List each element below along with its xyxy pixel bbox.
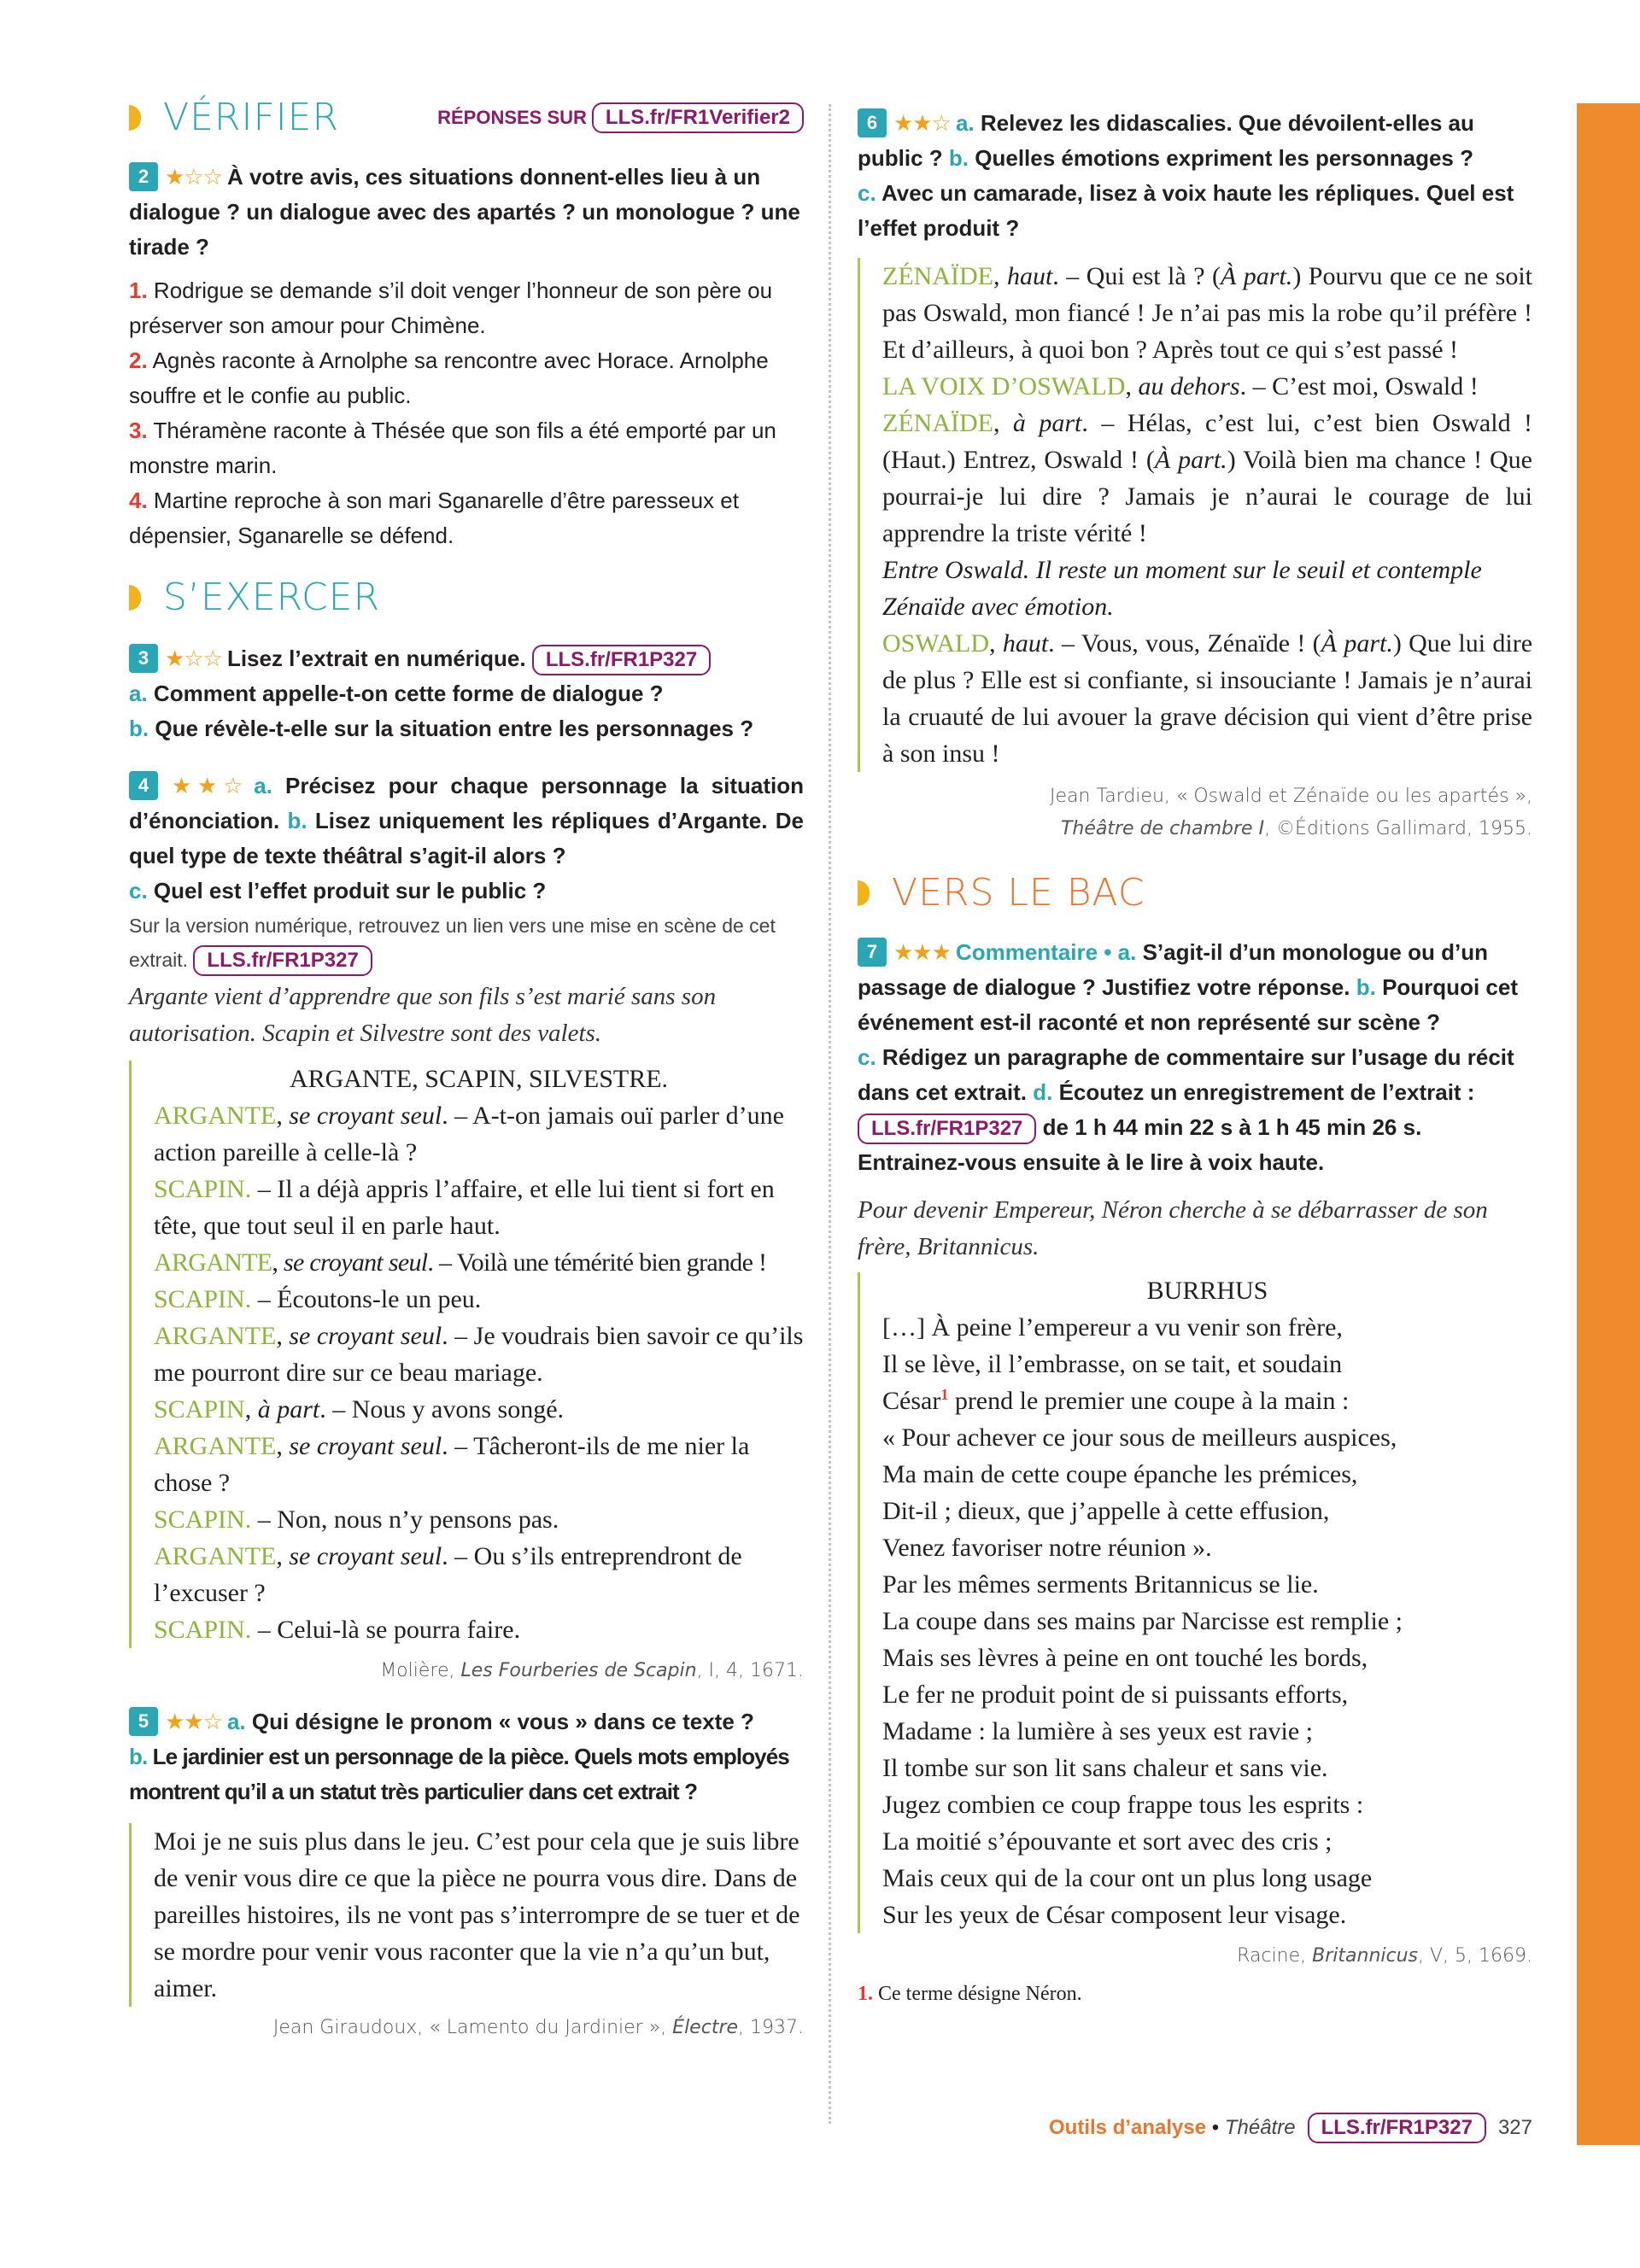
dialogue-line: SCAPIN. – Il a déjà appris l’affaire, et elle lui tient si fort en tête, que tout seul il en parle haut.: [154, 1175, 775, 1240]
dialogue-line: SCAPIN. – Non, nous n’y pensons pas.: [154, 1505, 559, 1534]
list-item: 4. Martine reproche à son mari Sganarelle d’être paresseux et dépensier, Sganarelle se défend.: [129, 488, 739, 548]
question-5: 5 ★★☆ a. Qui désigne le pronom « vous » dans ce texte ? b. Le jardinier est un personnage de la pièce. Quels mots employés montrent qu’il a un statut très particulier dans cet extrait ? Moi je ne suis plus dans le jeu. C’est pour cela que je suis libre de venir vous dire ce que la pièce ne pourra vous dire. Dans de pareilles histoires, ils ne vont pas s’interrompre de se tuer et de se mordre pour venir vous raconter que la vie n’a qu’un but, aimer. Jean Giraudoux, « Lamento du Jardinier », Électre, 1937.: [129, 1704, 804, 2044]
question-2: [129, 160, 804, 553]
question-7: 7 ★★★ Commentaire • a. S’agit-il d’un monologue ou d’un passage de dialogue ? Justifiez votre réponse. b. Pourquoi cet événement est-il raconté et non représenté sur scène ? c. Rédigez un paragraphe de commentaire sur l’usage du récit dans cet extrait. d. Écoutez un enregistrement de l’extrait : LLS.fr/FR1P327 de 1 h 44 min 22 s à 1 h 45 min 26 s. Entrainez-vous ensuite à le lire à voix haute. Pour devenir Empereur, Néron cherche à se débarrasser de son frère, Britannicus. BURRHUS […] À peine l’empereur a vu venir son frère, Il se lève, il l’embrasse, on se tait, et soudain César$^1$ prend le premier une coupe à la main : « Pour achever ce jour sous de meilleurs auspices, Ma main de cette coupe épanche les prémices, Dit-il ; dieux, que j’appelle à cette effusion, Venez favoriser notre réunion ». Par les mêmes serments Britannicus se lie. La coupe dans ses mains par Narcisse est remplie ; Mais ses lèvres à peine en ont touché les bords, Le fer ne produit point de si puissants efforts, Madame : la lumière à ses yeux est ravie ; Il tombe sur son lit sans chaleur et sans vie. Jugez combien ce coup frappe tous les esprits : La moitié s’épouvante et sort avec des cris ; Mais ceux qui de la cour ont un plus long usage Sur les yeux de César composent leur visage. Racine, Britannicus, V, 5, 1669. 1. Ce terme désigne Néron.: [858, 939, 1532, 2005]
question-6: 6 ★★☆ a. Relevez les didascalies. Que dévoilent-elles au public ? b. Quelles émotions expriment les personnages ? c. Avec un camarade, lisez à voix haute les répliques. Quel est l’effet produit ? ZÉNAÏDE, haut. – Qui est là ? (À part.) Pourvu que ce ne soit pas Oswald, mon fiancé ! Je n’ai pas mis la robe qu’il préfère ! Et d’ailleurs, à quoi bon ? Après tout ce qui s’est passé ! LA VOIX D’OSWALD, au dehors. – C’est moi, Oswald ! ZÉNAÏDE, à part. – Hélas, c’est lui, c’est bien Oswald ! (Haut.) Entrez, Oswald ! (À part.) Voilà bien ma chance ! Que pourrai-je lui dire ? Jamais je n’aurai le courage de lui apprendre la triste vérité ! Entre Oswald. Il reste un moment sur le seuil et contemple Zénaïde avec émotion. OSWALD, haut. – Vous, vous, Zénaïde ! (À part.) Que lui dire de plus ? Elle est si confiante, si insouciante ! Jamais je n’aurai la cruauté de lui avouer la grave décision qui vient d’être prise à son insu ! Jean Tardieu, « Oswald et Zénaïde ou les apartés », Théâtre de chambre I, ©Éditions Gallimard, 1955.: [858, 106, 1532, 845]
difficulty-stars-icon: ★★☆: [165, 773, 249, 798]
excerpt-intro: Pour devenir Empereur, Néron cherche à se débarrasser de son frère, Britannicus.: [858, 1196, 1488, 1260]
side-tab: [1577, 103, 1640, 2145]
footer-link[interactable]: LLS.fr/FR1P327: [1308, 2113, 1486, 2143]
exercer-title: S’EXERCER: [163, 576, 381, 619]
bac-heading: [858, 871, 1532, 915]
question-number-badge: 7: [858, 938, 887, 967]
verse-line: Mais ceux qui de la cour ont un plus long usage: [882, 1864, 1373, 1892]
staging-link[interactable]: LLS.fr/FR1P327: [193, 945, 372, 976]
verse-line: Dit-il ; dieux, que j’appelle à cette effusion,: [882, 1497, 1330, 1525]
source-citation: Jean Tardieu, « Oswald et Zénaïde ou les apartés », Théâtre de chambre I, ©Éditions Gallimard, 1955.: [1049, 786, 1532, 839]
tardieu-excerpt: [858, 258, 1532, 772]
question-number-badge: 3: [129, 644, 158, 673]
list-item: 2. Agnès raconte à Arnolphe sa rencontre avec Horace. Arnolphe souffre et le confie au public.: [129, 348, 769, 408]
verse-line: Sur les yeux de César composent leur visage.: [882, 1901, 1347, 1929]
cast-list: ARGANTE, SCAPIN, SILVESTRE.: [289, 1065, 669, 1093]
stage-direction: Entre Oswald. Il reste un moment sur le seuil et contemple Zénaïde avec émotion.: [882, 556, 1482, 621]
difficulty-stars-icon: ★☆☆: [165, 164, 222, 190]
dialogue-line: OSWALD, haut. – Vous, vous, Zénaïde ! (À part.) Que lui dire de plus ? Elle est si confiante, si insouciante ! Jamais je n’aurai la cruauté de lui avouer la grave décision qui vient d’être prise à son insu !: [882, 629, 1533, 768]
scapin-excerpt: [129, 1061, 804, 1648]
dialogue-line: SCAPIN. – Celui-là se pourra faire.: [154, 1616, 521, 1644]
list-item: 1. Rodrigue se demande s’il doit venger l’honneur de son père ou préserver son amour pour Chimène.: [129, 278, 773, 338]
difficulty-stars-icon: ★☆☆: [165, 646, 222, 671]
situation-list: [129, 273, 804, 553]
dialogue-line: ZÉNAÏDE, haut. – Qui est là ? (À part.) Pourvu que ce ne soit pas Oswald, mon fiancé ! Je n’ai pas mis la robe qu’il préfère ! Et d’ailleurs, à quoi bon ? Après tout ce qui s’est passé !: [882, 262, 1532, 364]
dialogue-line: ARGANTE, se croyant seul. – A-t-on jamais ouï parler d’une action pareille à celle-là ?: [154, 1102, 784, 1166]
dialogue-line: ARGANTE, se croyant seul. – Je voudrais bien savoir ce qu’ils me pourront dire sur ce beau mariage.: [154, 1322, 804, 1387]
verse-line: Ma main de cette coupe épanche les prémices,: [882, 1460, 1358, 1488]
column-divider: [829, 104, 831, 2124]
question-number-badge: 2: [129, 162, 158, 191]
verse-line: Il tombe sur son lit sans chaleur et sans vie.: [882, 1754, 1328, 1782]
responses-label: RÉPONSES SUR: [437, 106, 587, 128]
verse-line: Madame : la lumière à ses yeux est ravie ;: [882, 1717, 1313, 1745]
footnote-marker: 1: [940, 1386, 949, 1403]
difficulty-stars-icon: ★★☆: [165, 1709, 222, 1734]
responses-ref: [437, 102, 804, 133]
section-bullet-icon: [129, 105, 141, 131]
racine-excerpt: [858, 1272, 1532, 1933]
bac-title: VERS LE BAC: [892, 871, 1145, 915]
question-4: 4 ★★☆ a. Précisez pour chaque personnage la situation d’énonciation. b. Lisez uniquement les répliques d’Argante. De quel type de texte théâtral s’agit-il alors ? c. Quel est l’effet produit sur le public ? Sur la version numérique, retrouvez un lien vers une mise en scène de cet extrait. LLS.fr/FR1P327 Argante vient d’apprendre que son fils s’est marié sans son autorisation. Scapin et Silvestre sont des valets. ARGANTE, SCAPIN, SILVESTRE. ARGANTE, se croyant seul. – A-t-on jamais ouï parler d’une action pareille à celle-là ? SCAPIN. – Il a déjà appris l’affaire, et elle lui tient si fort en tête, que tout seul il en parle haut. ARGANTE, se croyant seul. – Voilà une témérité bien grande ! SCAPIN. – Écoutons-le un peu. ARGANTE, se croyant seul. – Je voudrais bien savoir ce qu’ils me pourront dire sur ce beau mariage. SCAPIN, à part. – Nous y avons songé. ARGANTE, se croyant seul. – Tâcheront-ils de me nier la chose ? SCAPIN. – Non, nous n’y pensons pas. ARGANTE, se croyant seul. – Ou s’ils entreprendront de l’excuser ? SCAPIN. – Celui-là se pourra faire. Molière, Les Fourberies de Scapin, I, 4, 1671.: [129, 769, 804, 1687]
section-bullet-icon: [858, 880, 870, 906]
right-column: [858, 106, 1532, 2026]
verse-line: Mais ses lèvres à peine en ont touché les bords,: [882, 1644, 1368, 1672]
footnote: 1. Ce terme désigne Néron.: [858, 1983, 1082, 2005]
dialogue-line: LA VOIX D’OSWALD, au dehors. – C’est moi, Oswald !: [882, 372, 1479, 400]
verifier-heading: [129, 96, 804, 139]
verse-line: Le fer ne produit point de si puissants efforts,: [882, 1681, 1349, 1709]
recording-link[interactable]: LLS.fr/FR1P327: [858, 1114, 1036, 1144]
source-citation: Molière, Les Fourberies de Scapin, I, 4, 1671.: [380, 1660, 804, 1681]
left-column: [129, 96, 804, 2044]
verse-line: César$^1$ prend le premier une coupe à la main :: [882, 1386, 1350, 1415]
digital-note: Sur la version numérique, retrouvez un lien vers une mise en scène de cet extrait. LLS.fr/FR1P327: [129, 909, 804, 977]
page-number: 327: [1497, 2116, 1532, 2139]
verse-line: « Pour achever ce jour sous de meilleurs auspices,: [882, 1423, 1397, 1452]
verse-line: La moitié s’épouvante et sort avec des cris ;: [882, 1827, 1332, 1856]
giraudoux-excerpt: Moi je ne suis plus dans le jeu. C’est pour cela que je suis libre de venir vous dire ce que la pièce ne pourra vous dire. Dans de pareilles histoires, ils ne vont pas s’interrompre de se tuer et de se mordre pour venir vous raconter que la vie n’a qu’un but, aimer.: [129, 1823, 804, 2007]
question-text: À votre avis, ces situations donnent-elles lieu à un dialogue ? un dialogue avec des apartés ? un monologue ? une tirade ?: [129, 164, 800, 260]
question-number-badge: 6: [858, 108, 887, 137]
dialogue-line: ARGANTE, se croyant seul. – Tâcheront-ils de me nier la chose ?: [154, 1432, 750, 1497]
verse-line: Jugez combien ce coup frappe tous les esprits :: [882, 1791, 1364, 1819]
verse-line: La coupe dans ses mains par Narcisse est remplie ;: [882, 1607, 1403, 1635]
verse-line: […] À peine l’empereur a vu venir son frère,: [882, 1313, 1343, 1342]
dialogue-line: ARGANTE, se croyant seul. – Ou s’ils entreprendront de l’excuser ?: [154, 1542, 742, 1607]
dialogue-line: ARGANTE, se croyant seul. – Voilà une témérité bien grande !: [154, 1248, 767, 1277]
source-citation: Racine, Britannicus, V, 5, 1669.: [1237, 1945, 1532, 1967]
exercer-heading: [129, 576, 804, 619]
difficulty-stars-icon: ★★☆: [893, 110, 951, 136]
dialogue-line: SCAPIN. – Écoutons-le un peu.: [154, 1285, 482, 1313]
dialogue-line: ZÉNAÏDE, à part. – Hélas, c’est lui, c’est bien Oswald ! (Haut.) Entrez, Oswald ! (À part.) Voilà bien ma chance ! Que pourrai-je lui dire ? Jamais je n’aurai le courage de lui apprendre la triste vérité !: [882, 409, 1533, 547]
speaker-name: BURRHUS: [1146, 1277, 1268, 1305]
page-footer: Outils d’analyse • Théâtre LLS.fr/FR1P327 327: [1049, 2113, 1532, 2143]
section-bullet-icon: [129, 585, 141, 611]
source-citation: Jean Giraudoux, « Lamento du Jardinier », Électre, 1937.: [272, 2017, 804, 2038]
footer-subsection: Théâtre: [1224, 2116, 1296, 2139]
verifier-title: VÉRIFIER: [163, 96, 340, 139]
footer-section: Outils d’analyse: [1049, 2116, 1207, 2139]
dialogue-line: SCAPIN, à part. – Nous y avons songé.: [154, 1395, 565, 1423]
question-3: 3 ★☆☆ Lisez l’extrait en numérique. LLS.fr/FR1P327 a. Comment appelle-t-on cette forme de dialogue ? b. Que révèle-t-elle sur la situation entre les personnages ?: [129, 646, 754, 741]
difficulty-stars-icon: ★★★: [893, 939, 951, 965]
list-item: 3. Théramène raconte à Thésée que son fils a été emporté par un monstre marin.: [129, 418, 776, 478]
question-number-badge: 5: [129, 1707, 158, 1736]
verse-line: Par les mêmes serments Britannicus se lie.: [882, 1570, 1319, 1599]
digital-link[interactable]: LLS.fr/FR1P327: [532, 645, 711, 675]
verse-line: Il se lève, il l’embrasse, on se tait, et soudain: [882, 1350, 1343, 1378]
excerpt-intro: Argante vient d’apprendre que son fils s’est marié sans son autorisation. Scapin et Silvestre sont des valets.: [129, 983, 717, 1047]
verse-line: Venez favoriser notre réunion ».: [882, 1534, 1212, 1562]
responses-link[interactable]: LLS.fr/FR1Verifier2: [592, 102, 804, 133]
question-number-badge: 4: [129, 771, 158, 800]
